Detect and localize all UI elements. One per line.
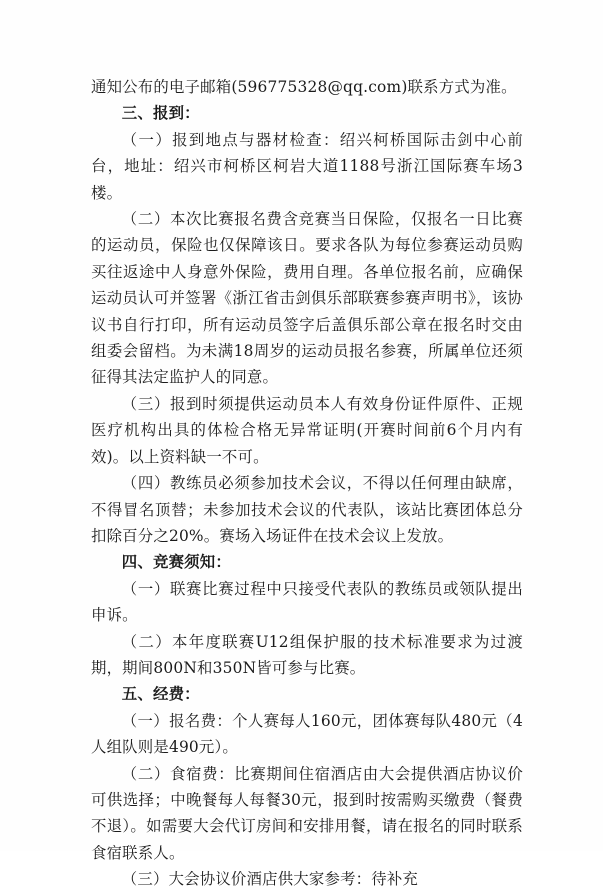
heading-competition-notes: 四、竞赛须知： [121,553,231,572]
paragraph-appeals: （一）联赛比赛过程中只接受代表队的教练员或领队提出申诉。 [91,579,523,625]
heading-expenses: 五、经费： [121,685,200,704]
paragraph-hotels: （三）大会协议价酒店供大家参考：待补充 [121,870,419,889]
paragraph-registration-insurance: （二）本次比赛报名费含竞赛当日保险，仅报名一日比赛的运动员，保险也仅保障该日。要求各队为每位参赛运动员购买往返途中人身意外保险，费用自理。各单位报名前，应确保运动员认可并签署《浙江省击剑俱乐部联赛参赛声明书》，该协议书自行打印，所有运动员签字后盖俱乐部公章在报名时交由组委会留档。为未满18周岁的运动员报名参赛，所属单位还须征得其法定监护人的同意。 [91,210,523,387]
paragraph-registration-documents: （三）报到时须提供运动员本人有效身份证件原件、正规医疗机构出具的体检合格无异常证明(开赛时间前6个月内有效)。以上资料缺一不可。 [91,394,523,466]
heading-registration: 三、报到： [121,104,200,123]
paragraph-entry-fee: （一）报名费：个人赛每人160元，团体赛每队480元（4人组队则是490元）。 [91,711,523,757]
paragraph-technical-meeting: （四）教练员必须参加技术会议，不得以任何理由缺席，不得冒名顶替；未参加技术会议的代表队，该站比赛团体总分扣除百分之20%。赛场入场证件在技术会议上发放。 [91,474,523,545]
document-body [91,74,523,893]
paragraph-registration-location: （一）报到地点与器材检查：绍兴柯桥国际击剑中心前台，地址：绍兴市柯桥区柯岩大道1188号浙江国际赛车场3楼。 [91,130,523,202]
paragraph-accommodation: （二）食宿费：比赛期间住宿酒店由大会提供酒店协议价可供选择；中晚餐每人每餐30元，报到时按需购买缴费（餐费不退）。如需要大会代订房间和安排用餐，请在报名的同时联系食宿联系人。 [91,764,523,862]
paragraph-protective-clothing: （二）本年度联赛U12组保护服的技术标准要求为过渡期，期间800N和350N皆可参与比赛。 [91,632,523,677]
paragraph-email-note: 通知公布的电子邮箱(596775328@qq.com)联系方式为准。 [91,78,517,96]
